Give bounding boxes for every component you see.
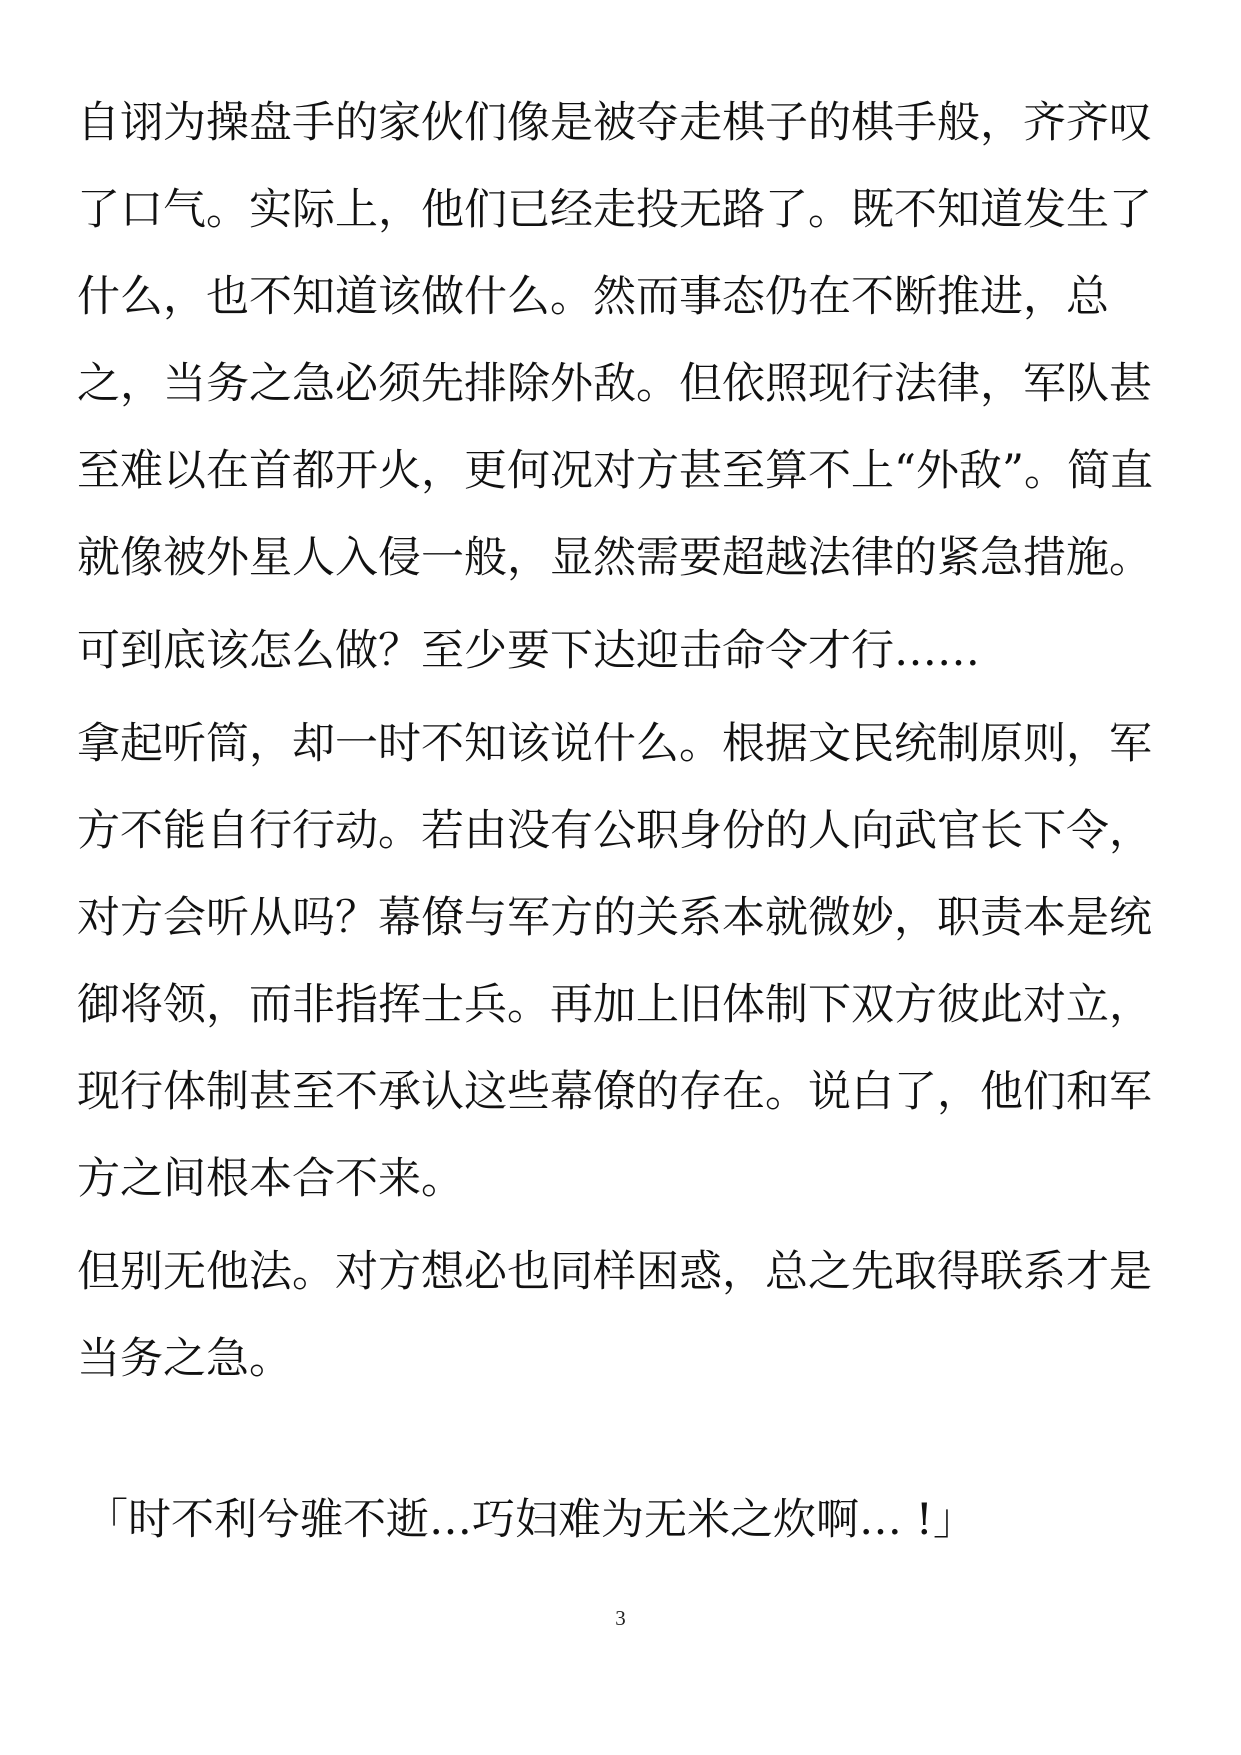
body-text bbox=[77, 80, 1177, 1409]
paragraph-3: 拿起听筒，却一时不知该说什么。根据文民统制原则，军方不能自行行动。若由没有公职身份的人向武官长下令，对方会听从吗？幕僚与军方的关系本就微妙，职责本是统御将领，而非指挥士兵。再加上旧体制下双方彼此对立，现行体制甚至不承认这些幕僚的存在。说白了，他们和军方之间根本合不来。 bbox=[77, 719, 1152, 1204]
paragraph-1: 自诩为操盘手的家伙们像是被夺走棋子的棋手般，齐齐叹了口气。实际上，他们已经走投无路了。既不知道发生了什么，也不知道该做什么。然而事态仍在不断推进，总之，当务之急必须先排除外敌。但依照现行法律，军队甚至难以在首都开火，更何况对方甚至算不上“外敌”。简直就像被外星人入侵一般，显然需要超越法律的紧急措施。 bbox=[77, 98, 1153, 583]
dialogue-line: 「时不利兮骓不逝…巧妇难为无米之炊啊… !」 bbox=[85, 1495, 976, 1545]
page-number: 3 bbox=[615, 1606, 626, 1630]
paragraph-4: 但别无他法。对方想必也同样困惑，总之先取得联系才是当务之急。 bbox=[77, 1247, 1152, 1384]
paragraph-2: 可到底该怎么做？至少要下达迎击命令才行…… bbox=[77, 626, 980, 676]
